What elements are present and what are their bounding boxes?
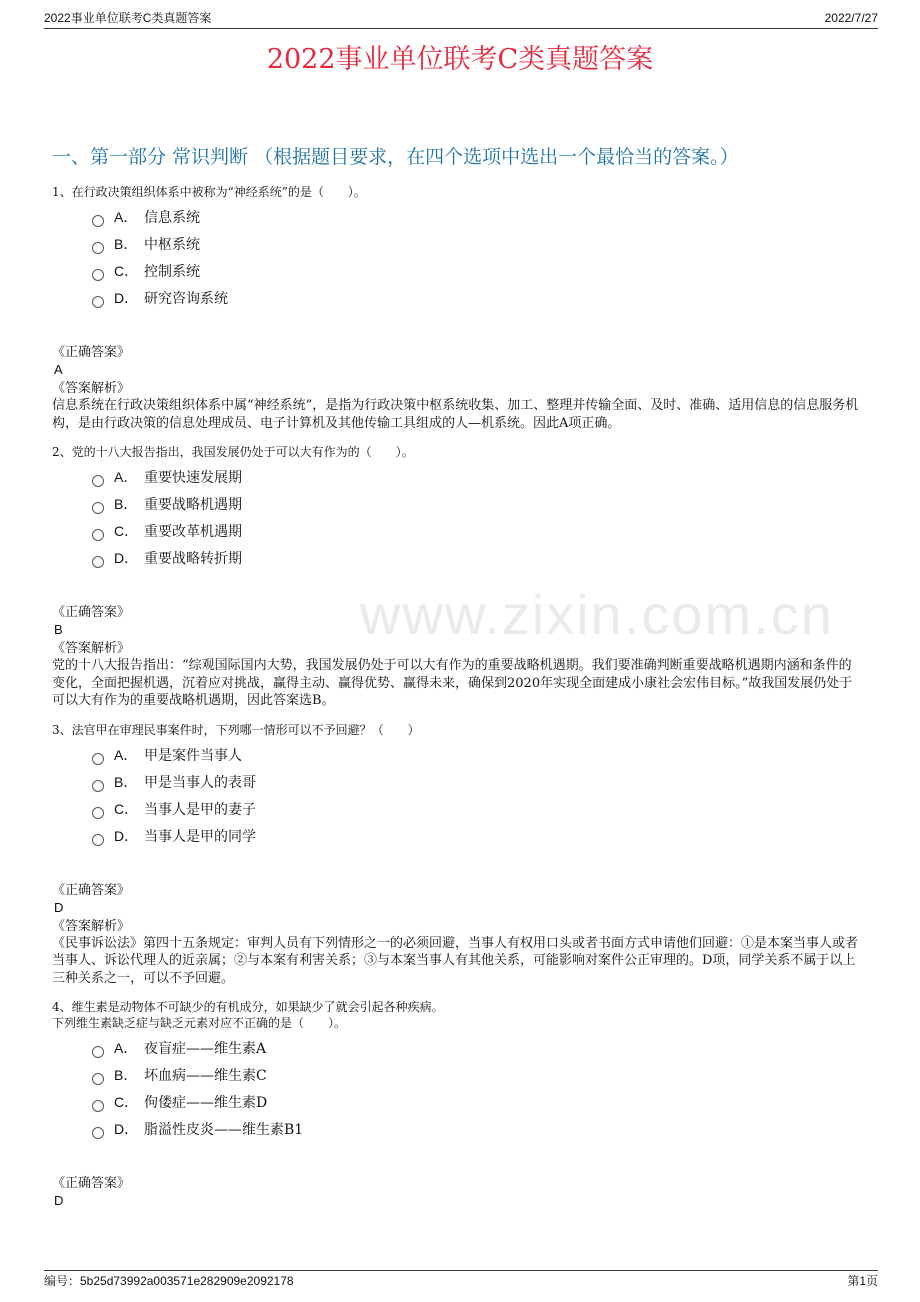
option-text: 研究咨询系统 <box>144 291 228 307</box>
option-letter: D． <box>114 290 139 306</box>
answer-value: D <box>54 899 64 915</box>
option-text: 重要战略转折期 <box>144 551 242 567</box>
analysis-label: 《答案解析》 <box>52 641 131 656</box>
option-a[interactable] <box>92 1037 862 1064</box>
question-list <box>52 184 862 1211</box>
document-title: 2022事业单位联考C类真题答案 <box>266 44 654 75</box>
analysis-text: 党的十八大报告指出：“综观国际国内大势，我国发展仍处于可以大有作为的重要战略机遇期。我们要准确判断重要战略机遇期内涵和条件的变化，全面把握机遇，沉着应对挑战，赢得主动、赢得优势、赢得未来，确保到2020年实现全面建成小康社会宏伟目标。”故我国发展仍处于可以大有作为的重要战略机遇期，因此答案选B。 <box>52 658 853 708</box>
question-1 <box>52 184 862 432</box>
analysis-text: 信息系统在行政决策组织体系中属“神经系统”，是指为行政决策中枢系统收集、加工、整理并传输全面、及时、准确、适用信息的信息服务机构，是由行政决策的信息处理成员、电子计算机及其他传输工具组成的人—机系统。因此A项正确。 <box>52 398 859 431</box>
option-list <box>92 466 862 574</box>
option-b[interactable] <box>92 493 862 520</box>
option-text: 当事人是甲的同学 <box>144 828 256 845</box>
radio-icon[interactable] <box>92 529 104 541</box>
answer-label: 《正确答案》 <box>52 882 131 898</box>
option-letter: D． <box>114 827 139 844</box>
answer-value: A <box>54 362 63 377</box>
option-letter: B． <box>114 496 138 512</box>
option-letter: C． <box>114 263 139 279</box>
option-b[interactable] <box>92 233 862 260</box>
radio-icon[interactable] <box>92 242 104 254</box>
radio-icon[interactable] <box>92 475 104 487</box>
page-header <box>44 10 878 29</box>
option-text: 信息系统 <box>144 210 200 226</box>
option-list <box>92 1037 862 1145</box>
option-c[interactable] <box>92 798 862 825</box>
option-c[interactable] <box>92 520 862 547</box>
question-stem: 3、法官甲在审理民事案件时，下列哪一情形可以不予回避？（ ） <box>52 722 420 737</box>
question-2 <box>52 444 862 710</box>
radio-icon[interactable] <box>92 269 104 281</box>
option-text: 脂溢性皮炎——维生素B1 <box>144 1122 304 1138</box>
analysis-label: 《答案解析》 <box>52 381 131 396</box>
option-letter: A． <box>114 1040 138 1056</box>
header-date: 2022/7/27 <box>824 11 878 25</box>
option-letter: B． <box>114 1067 138 1083</box>
radio-icon[interactable] <box>92 1046 104 1058</box>
option-letter: C． <box>114 1094 139 1110</box>
option-letter: C． <box>114 800 139 817</box>
option-text: 坏血病——维生素C <box>144 1068 267 1084</box>
option-letter: A． <box>114 469 138 485</box>
radio-icon[interactable] <box>92 1127 104 1139</box>
option-b[interactable] <box>92 1064 862 1091</box>
option-letter: D． <box>114 1121 139 1137</box>
option-letter: B． <box>114 773 138 790</box>
option-letter: C． <box>114 523 139 539</box>
radio-icon[interactable] <box>92 807 104 819</box>
option-letter: D． <box>114 550 139 566</box>
watermark: www.zixin.com.cn <box>360 583 834 646</box>
radio-icon[interactable] <box>92 780 104 792</box>
answer-value: D <box>54 1193 64 1208</box>
option-d[interactable] <box>92 287 862 314</box>
option-a[interactable] <box>92 466 862 493</box>
answer-label: 《正确答案》 <box>52 1176 131 1191</box>
option-d[interactable] <box>92 547 862 574</box>
radio-icon[interactable] <box>92 502 104 514</box>
option-text: 中枢系统 <box>144 237 200 253</box>
section-heading: 一、第一部分 常识判断 （根据题目要求，在四个选项中选出一个最恰当的答案。） <box>52 146 739 168</box>
option-text: 甲是当事人的表哥 <box>144 774 256 791</box>
answer-label: 《正确答案》 <box>52 345 131 360</box>
option-c[interactable] <box>92 260 862 287</box>
question-stem: 2、党的十八大报告指出，我国发展仍处于可以大有作为的（ ）。 <box>52 445 414 459</box>
option-text: 重要快速发展期 <box>144 470 242 486</box>
option-letter: A． <box>114 209 138 225</box>
radio-icon[interactable] <box>92 556 104 568</box>
option-b[interactable] <box>92 771 862 798</box>
radio-icon[interactable] <box>92 753 104 765</box>
option-a[interactable] <box>92 206 862 233</box>
answer-value: B <box>54 622 63 637</box>
question-stem-line-2: 下列维生素缺乏症与缺乏元素对应不正确的是（ ）。 <box>52 1016 347 1030</box>
analysis-label: 《答案解析》 <box>52 918 131 934</box>
analysis-text: 《民事诉讼法》第四十五条规定：审判人员有下列情形之一的必须回避，当事人有权用口头或者书面方式申请他们回避：①是本案当事人或者当事人、诉讼代理人的近亲属；②与本案有利害关系；③与本案当事人有其他关系，可能影响对案件公正审理的。D项，同学关系不属于以上三种关系之一，可以不予回避。 <box>52 935 859 986</box>
option-text: 控制系统 <box>144 264 200 280</box>
radio-icon[interactable] <box>92 834 104 846</box>
header-doc-name: 2022事业单位联考C类真题答案 <box>44 11 212 25</box>
question-4 <box>52 999 862 1209</box>
option-list <box>92 744 862 852</box>
document-id: 编号：5b25d73992a003571e282909e2092178 <box>44 1274 294 1288</box>
radio-icon[interactable] <box>92 296 104 308</box>
radio-icon[interactable] <box>92 1100 104 1112</box>
option-d[interactable] <box>92 825 862 852</box>
option-text: 当事人是甲的妻子 <box>144 801 256 818</box>
page-footer <box>44 1270 878 1288</box>
question-3 <box>52 722 862 988</box>
option-text: 重要战略机遇期 <box>144 497 242 513</box>
option-text: 夜盲症——维生素A <box>144 1041 267 1057</box>
option-letter: A． <box>114 746 138 763</box>
option-a[interactable] <box>92 744 862 771</box>
option-letter: B． <box>114 236 138 252</box>
option-text: 甲是案件当事人 <box>144 747 242 764</box>
page-number: 第1页 <box>847 1274 878 1288</box>
option-text: 重要改革机遇期 <box>144 524 242 540</box>
option-c[interactable] <box>92 1091 862 1118</box>
radio-icon[interactable] <box>92 1073 104 1085</box>
option-list <box>92 206 862 314</box>
option-text: 佝偻症——维生素D <box>144 1095 268 1111</box>
radio-icon[interactable] <box>92 215 104 227</box>
answer-label: 《正确答案》 <box>52 605 131 620</box>
question-stem: 1、在行政决策组织体系中被称为“神经系统”的是（ ）。 <box>52 185 366 199</box>
option-d[interactable] <box>92 1118 862 1145</box>
question-stem: 4、维生素是动物体不可缺少的有机成分，如果缺少了就会引起各种疾病。 <box>52 1000 444 1014</box>
